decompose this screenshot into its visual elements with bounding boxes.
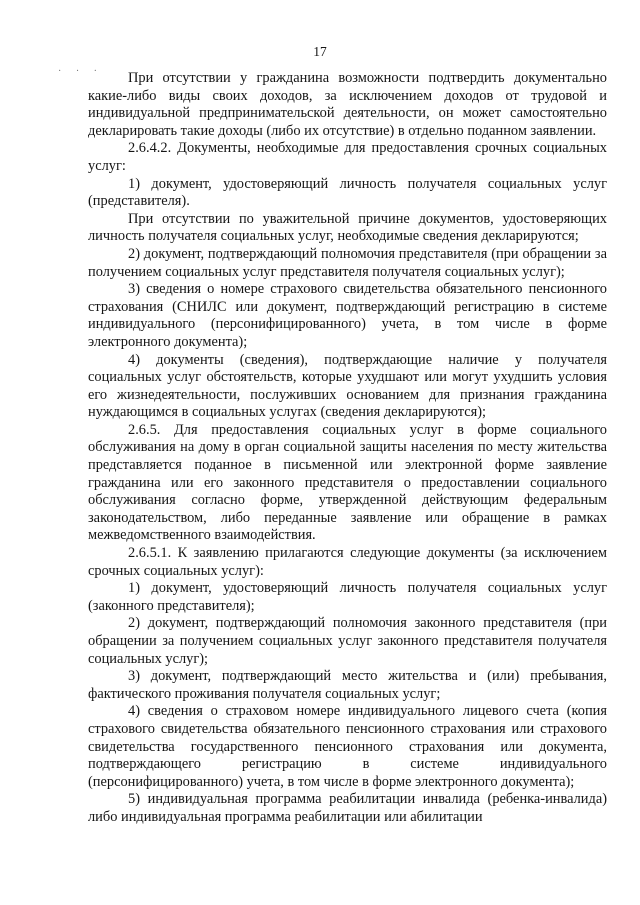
list-item-snils: 3) сведения о номере страхового свидетельства обязательного пенсионного страхования (СНИЛС или документ, подтверждающий регистрацию в системе индивидуального (персонифицированного) учета, в том числе в форме электронного документа); <box>88 281 607 350</box>
document-body <box>88 70 607 827</box>
list-item-identity-document: 1) документ, удостоверяющий личность получателя социальных услуг (представителя). <box>88 175 607 210</box>
paragraph-2-6-4-2: 2.6.4.2. Документы, необходимые для предоставления срочных социальных услуг: <box>88 140 607 174</box>
list-item-identity-document-legal: 1) документ, удостоверяющий личность получателя социальных услуг (законного представителя); <box>88 580 607 614</box>
paragraph-2-6-5-1: 2.6.5.1. К заявлению прилагаются следующие документы (за исключением срочных социальных услуг): <box>88 545 607 579</box>
list-item-residence: 3) документ, подтверждающий место жительства и (или) пребывания, фактического проживания получателя социальных услуг; <box>88 668 607 702</box>
list-item-rehabilitation-program: 5) индивидуальная программа реабилитации инвалида (ребенка-инвалида) либо индивидуальная программа реабилитации или абилитации <box>88 791 607 825</box>
scan-specks: · · · <box>58 66 103 77</box>
paragraph-missing-documents: При отсутствии по уважительной причине документов, удостоверяющих личность получателя социальных услуг, необходимые сведения декларируются; <box>88 210 607 245</box>
paragraph-income-declaration: При отсутствии у гражданина возможности подтвердить документально какие-либо виды своих доходов, за исключением доходов от трудовой и индивидуальной предпринимательской деятельности, он может самостоятельно декларировать такие доходы (либо их отсутствие) в отдельно поданном заявлении. <box>88 70 607 139</box>
paragraph-2-6-5: 2.6.5. Для предоставления социальных услуг в форме социального обслуживания на дому в орган социальной защиты населения по месту жительства представляется поданное в письменной или электронной форме заявление гражданина или его законного представителя о предоставлении социального обслуживания согласно форме, утвержденной действующим федеральным законодательством, либо переданные заявление или обращение в рамках межведомственного взаимодействия. <box>88 421 607 544</box>
list-item-legal-authority: 2) документ, подтверждающий полномочия законного представителя (при обращении за получением социальных услуг законного представителя получателя социальных услуг); <box>88 615 607 667</box>
list-item-authority-document: 2) документ, подтверждающий полномочия представителя (при обращении за получением социальных услуг представителя получателя социальных услуг); <box>88 245 607 280</box>
page-number: 17 <box>313 44 327 59</box>
list-item-circumstances: 4) документы (сведения), подтверждающие наличие у получателя социальных услуг обстоятельств, которые ухудшают или могут ухудшить условия его жизнедеятельности, послуживших основанием для признания гражданина нуждающимся в социальных услугах (сведения декларируются); <box>88 351 607 421</box>
list-item-insurance-number: 4) сведения о страховом номере индивидуального лицевого счета (копия страхового свидетельства обязательного пенсионного страхования или страхового свидетельства государственного пенсионного страхования или документа, подтверждающего регистрацию в системе индивидуального (персонифицированного) учета, в том числе в форме электронного документа); <box>88 703 607 790</box>
